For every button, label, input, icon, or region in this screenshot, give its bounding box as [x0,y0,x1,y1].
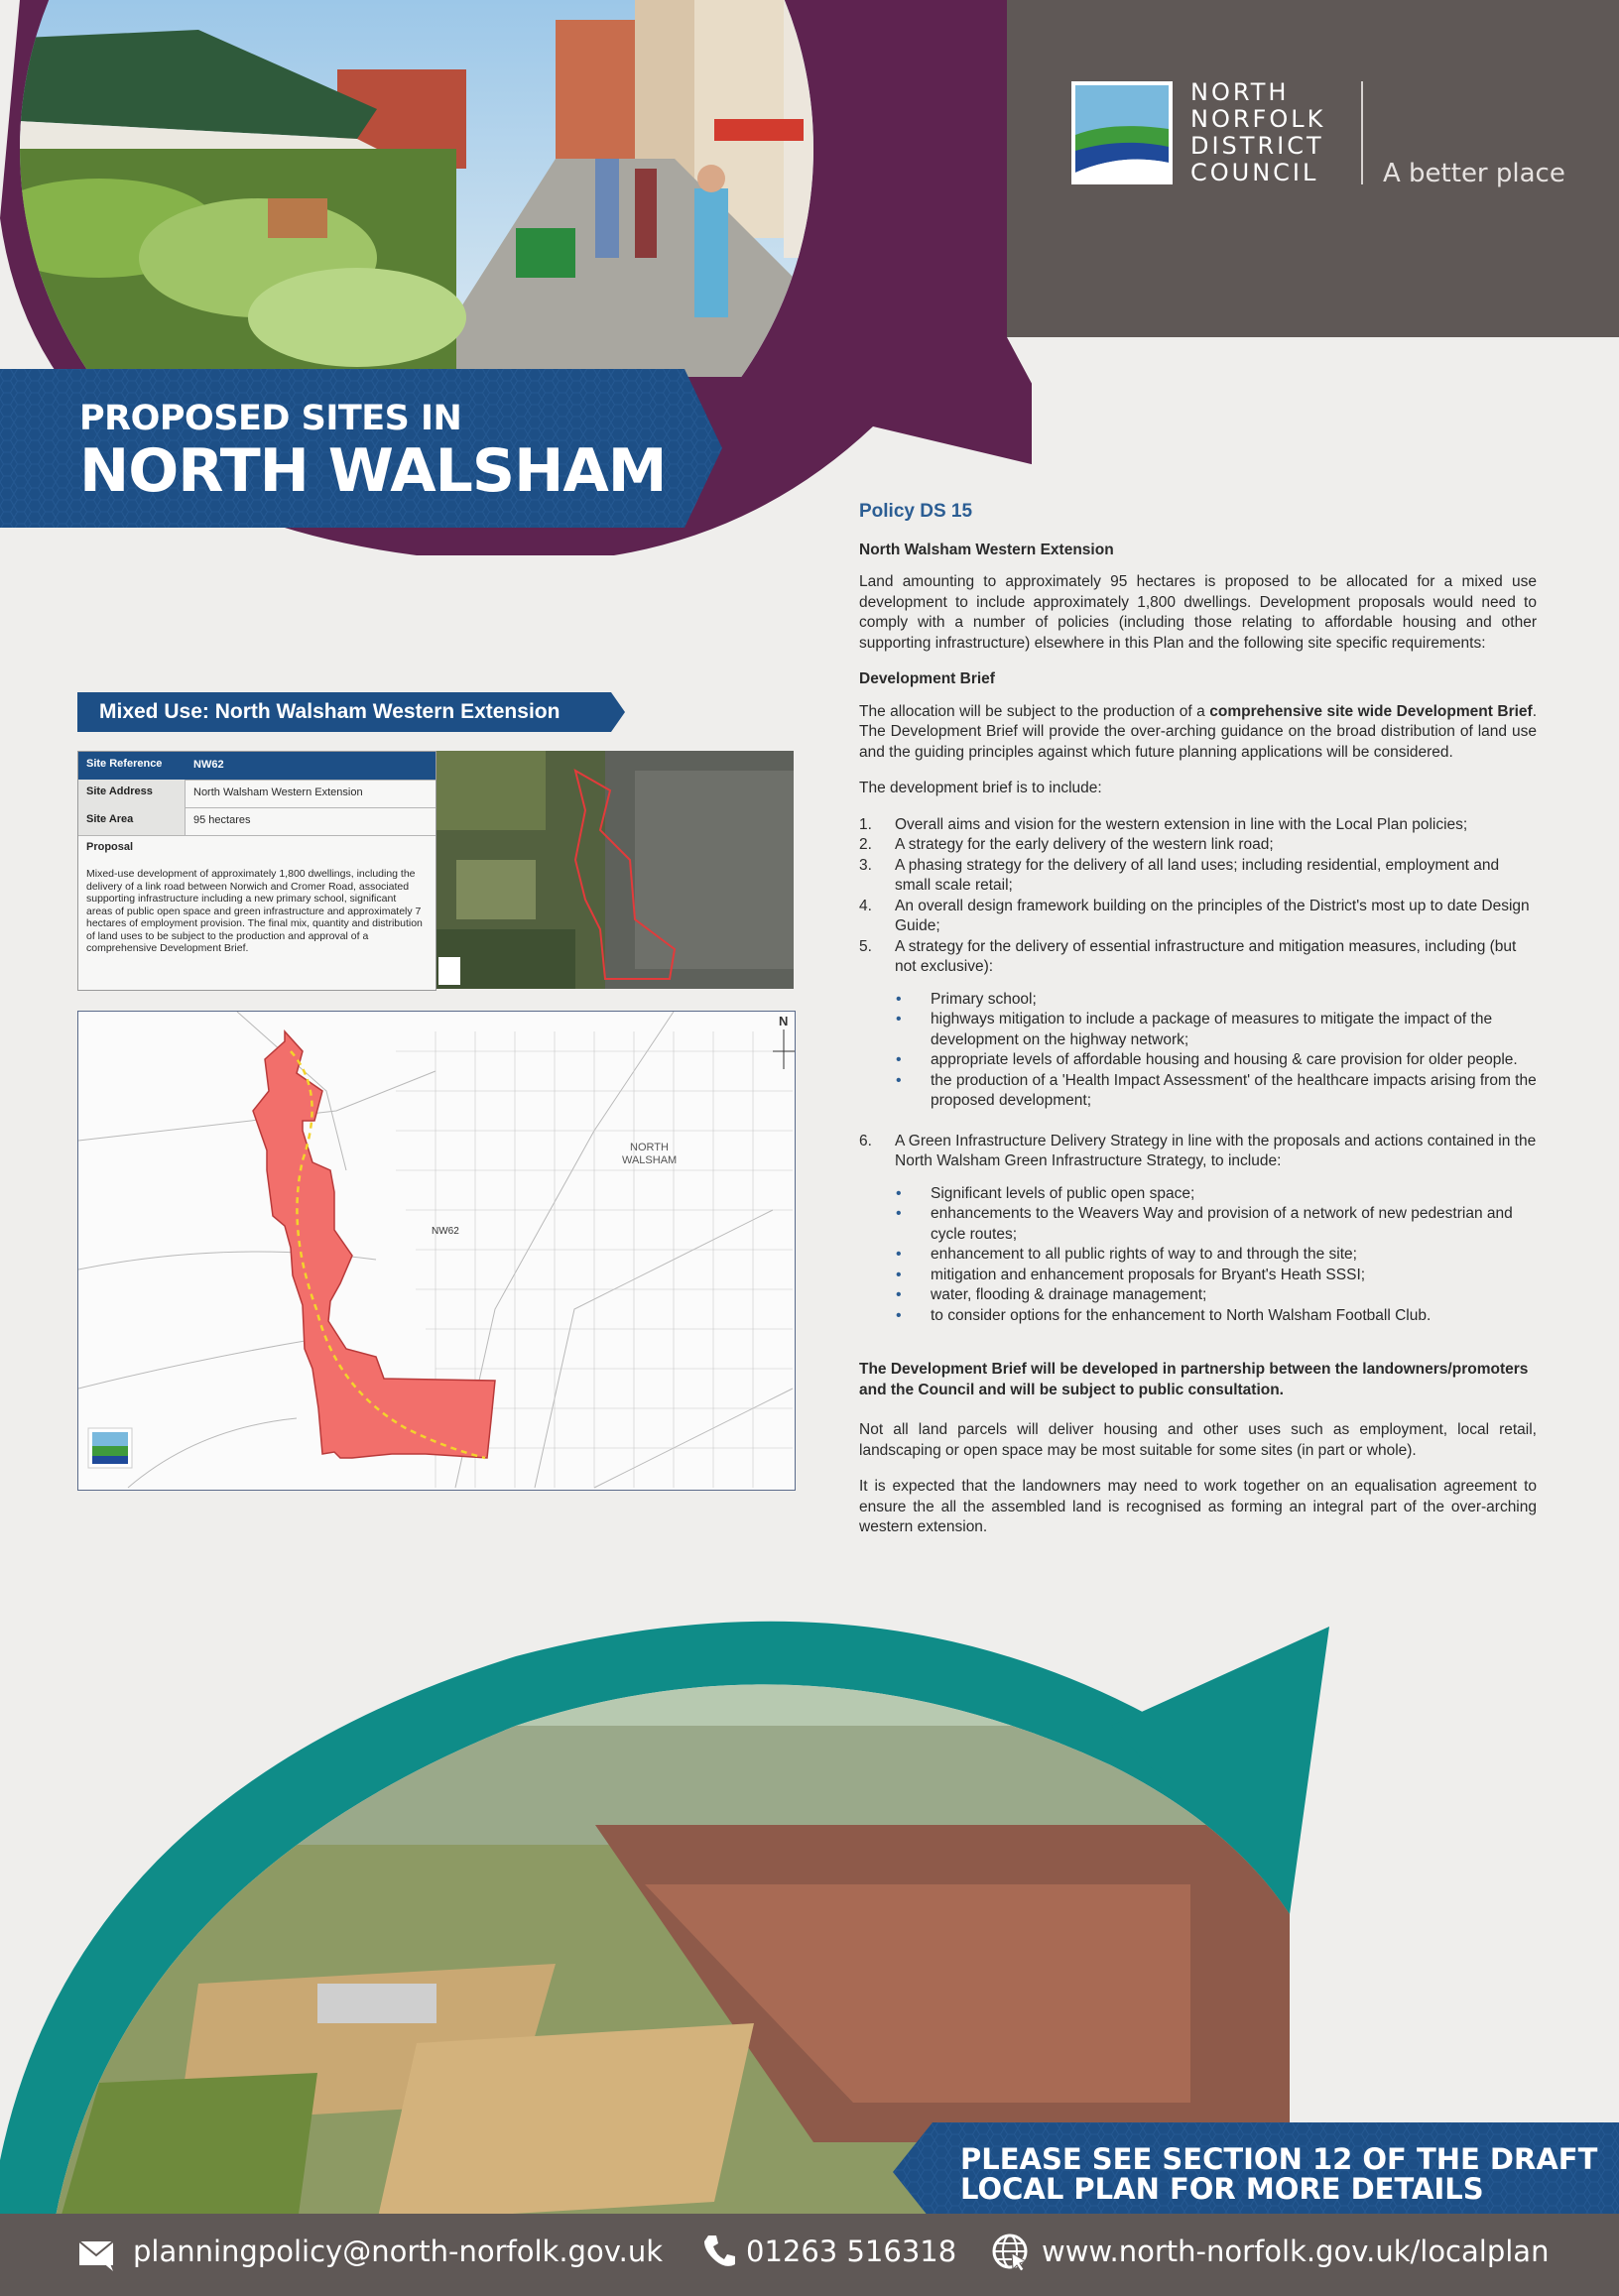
phone-icon [698,2232,738,2271]
logo-line-norfolk: NORFOLK [1190,105,1326,133]
list-item: • enhancement to all public rights of way to and through the site; [859,1245,1537,1266]
globe-cursor-icon [990,2232,1030,2271]
site-aerial-image [436,751,794,989]
list-item: • highways mitigation to include a package of measures to mitigate the impact of the development on the highway network; [859,1010,1537,1050]
list-item: • to consider options for the enhancement to North Walsham Football Club. [859,1306,1537,1327]
title-line-1: PROPOSED SITES IN [79,399,462,438]
logo-divider [1361,81,1363,184]
policy-title: Policy DS 15 [859,501,973,522]
footer-website-link[interactable]: www.north-norfolk.gov.uk/localplan [1042,2235,1550,2268]
site-address-label: Site Address [78,780,186,807]
site-location-map [77,1011,796,1491]
equalisation-paragraph: It is expected that the landowners may need to work together on an equalisation agreement to ensure the all the assembled land is recognised as forming an integral part of the over-arching western extension. [859,1478,1537,1535]
table-row [78,752,436,781]
table-row [78,807,436,836]
dev-brief-intro: The development brief is to include: [859,780,1102,796]
policy-intro: Land amounting to approximately 95 hectares is proposed to be allocated for a mixed use development to include approximately 1,800 dwellings. Development proposals would need to comply with a number of policies (including those relating to affordable housing and other supporting infrastructure) elsewhere in this Plan and the following site specific requirements: [859,573,1537,652]
proposal-text: Mixed-use development of approximately 1,800 dwellings, including the delivery of a link road between Norwich and Cromer Road, associated supporting infrastructure including a new primary school, significant areas of public open space and green infrastructure and approximately 7 hectares of employment provision. The final mix, quantity and distribution of land uses to be subject to the production and approval of a comprehensive Development Brief. [86,868,423,954]
list-item: • the production of a 'Health Impact Assessment' of the healthcare impacts arising from the proposed development; [859,1071,1537,1112]
green-infrastructure-bullets [859,1184,1537,1327]
list-item: 5. A strategy for the delivery of essential infrastructure and mitigation measures, including (but not exclusive): [859,937,1517,975]
north-arrow-label: N [779,1014,789,1028]
list-item: • Significant levels of public open space; [859,1184,1537,1205]
section-banner-title: Mixed Use: North Walsham Western Extension [99,700,560,723]
list-item: • water, flooding & drainage management; [859,1285,1537,1306]
list-item: • mitigation and enhancement proposals for Bryant's Heath SSSI; [859,1266,1537,1286]
map-town-label-1: NORTH [630,1142,669,1153]
list-item: • Primary school; [859,990,1537,1011]
dev-brief-list-item-6 [859,1132,1537,1172]
email-icon [77,2232,117,2271]
map-site-label: NW62 [432,1226,459,1237]
logo-line-district: DISTRICT [1190,132,1324,160]
site-reference-value: NW62 [186,752,436,780]
list-item: • appropriate levels of affordable housing and housing & care provision for older people. [859,1050,1537,1071]
map-council-logo-icon [88,1428,132,1468]
policy-subtitle: North Walsham Western Extension [859,541,1114,558]
logo-line-council: COUNCIL [1190,159,1319,186]
logo-tagline: A better place [1383,159,1565,188]
site-info-table [77,751,436,991]
site-address-value: North Walsham Western Extension [193,786,363,798]
logo-line-north: NORTH [1190,78,1290,106]
partnership-statement: The Development Brief will be developed in partnership between the landowners/promoters and the Council and will be subject to public consultation. [859,1361,1529,1398]
land-parcels-paragraph: Not all land parcels will deliver housing and other uses such as employment, local retail, landscaping or open space may be most suitable for some sites (in part or whole). [859,1421,1537,1459]
council-name [1190,79,1325,186]
see-section-line-2: LOCAL PLAN FOR MORE DETAILS [960,2172,1484,2206]
map-town-label-2: WALSHAM [622,1154,678,1166]
dev-brief-list [859,815,1537,978]
page-title: NORTH WALSHAM [79,436,667,506]
list-item: 3. A phasing strategy for the delivery of all land uses; including residential, employment and small scale retail; [859,856,1500,894]
infrastructure-bullets [859,990,1537,1112]
dev-brief-heading: Development Brief [859,670,995,687]
list-item: 6. A Green Infrastructure Delivery Strategy in line with the proposals and actions contained in the North Walsham Green Infrastructure Strategy, to include: [859,1132,1537,1169]
table-row [78,780,436,808]
dev-brief-paragraph: The allocation will be subject to the production of a comprehensive site wide Development Brief. The Development Brief will provide the over-arching guidance on the broad distribution of land use and the guiding principles against which future planning applications will be considered. [859,702,1538,761]
list-item: • enhancements to the Weavers Way and provision of a network of new pedestrian and cycle routes; [859,1204,1537,1245]
see-section-line-1: PLEASE SEE SECTION 12 OF THE DRAFT [960,2142,1598,2176]
site-reference-label: Site Reference [78,752,186,780]
site-area-value: 95 hectares [193,814,251,826]
list-item: 4. An overall design framework building on the principles of the District's most up to date Design Guide; [859,897,1530,934]
council-logo-icon [1071,81,1173,184]
footer-phone-link[interactable]: 01263 516318 [746,2235,957,2268]
footer-email-link[interactable]: planningpolicy@north-norfolk.gov.uk [133,2235,663,2268]
proposal-label: Proposal [86,841,134,853]
list-item: 1. Overall aims and vision for the western extension in line with the Local Plan policies; [859,815,1468,833]
site-area-label: Site Area [78,807,186,835]
policy-column [859,502,1537,1554]
list-item: 2. A strategy for the early delivery of the western link road; [859,836,1274,853]
